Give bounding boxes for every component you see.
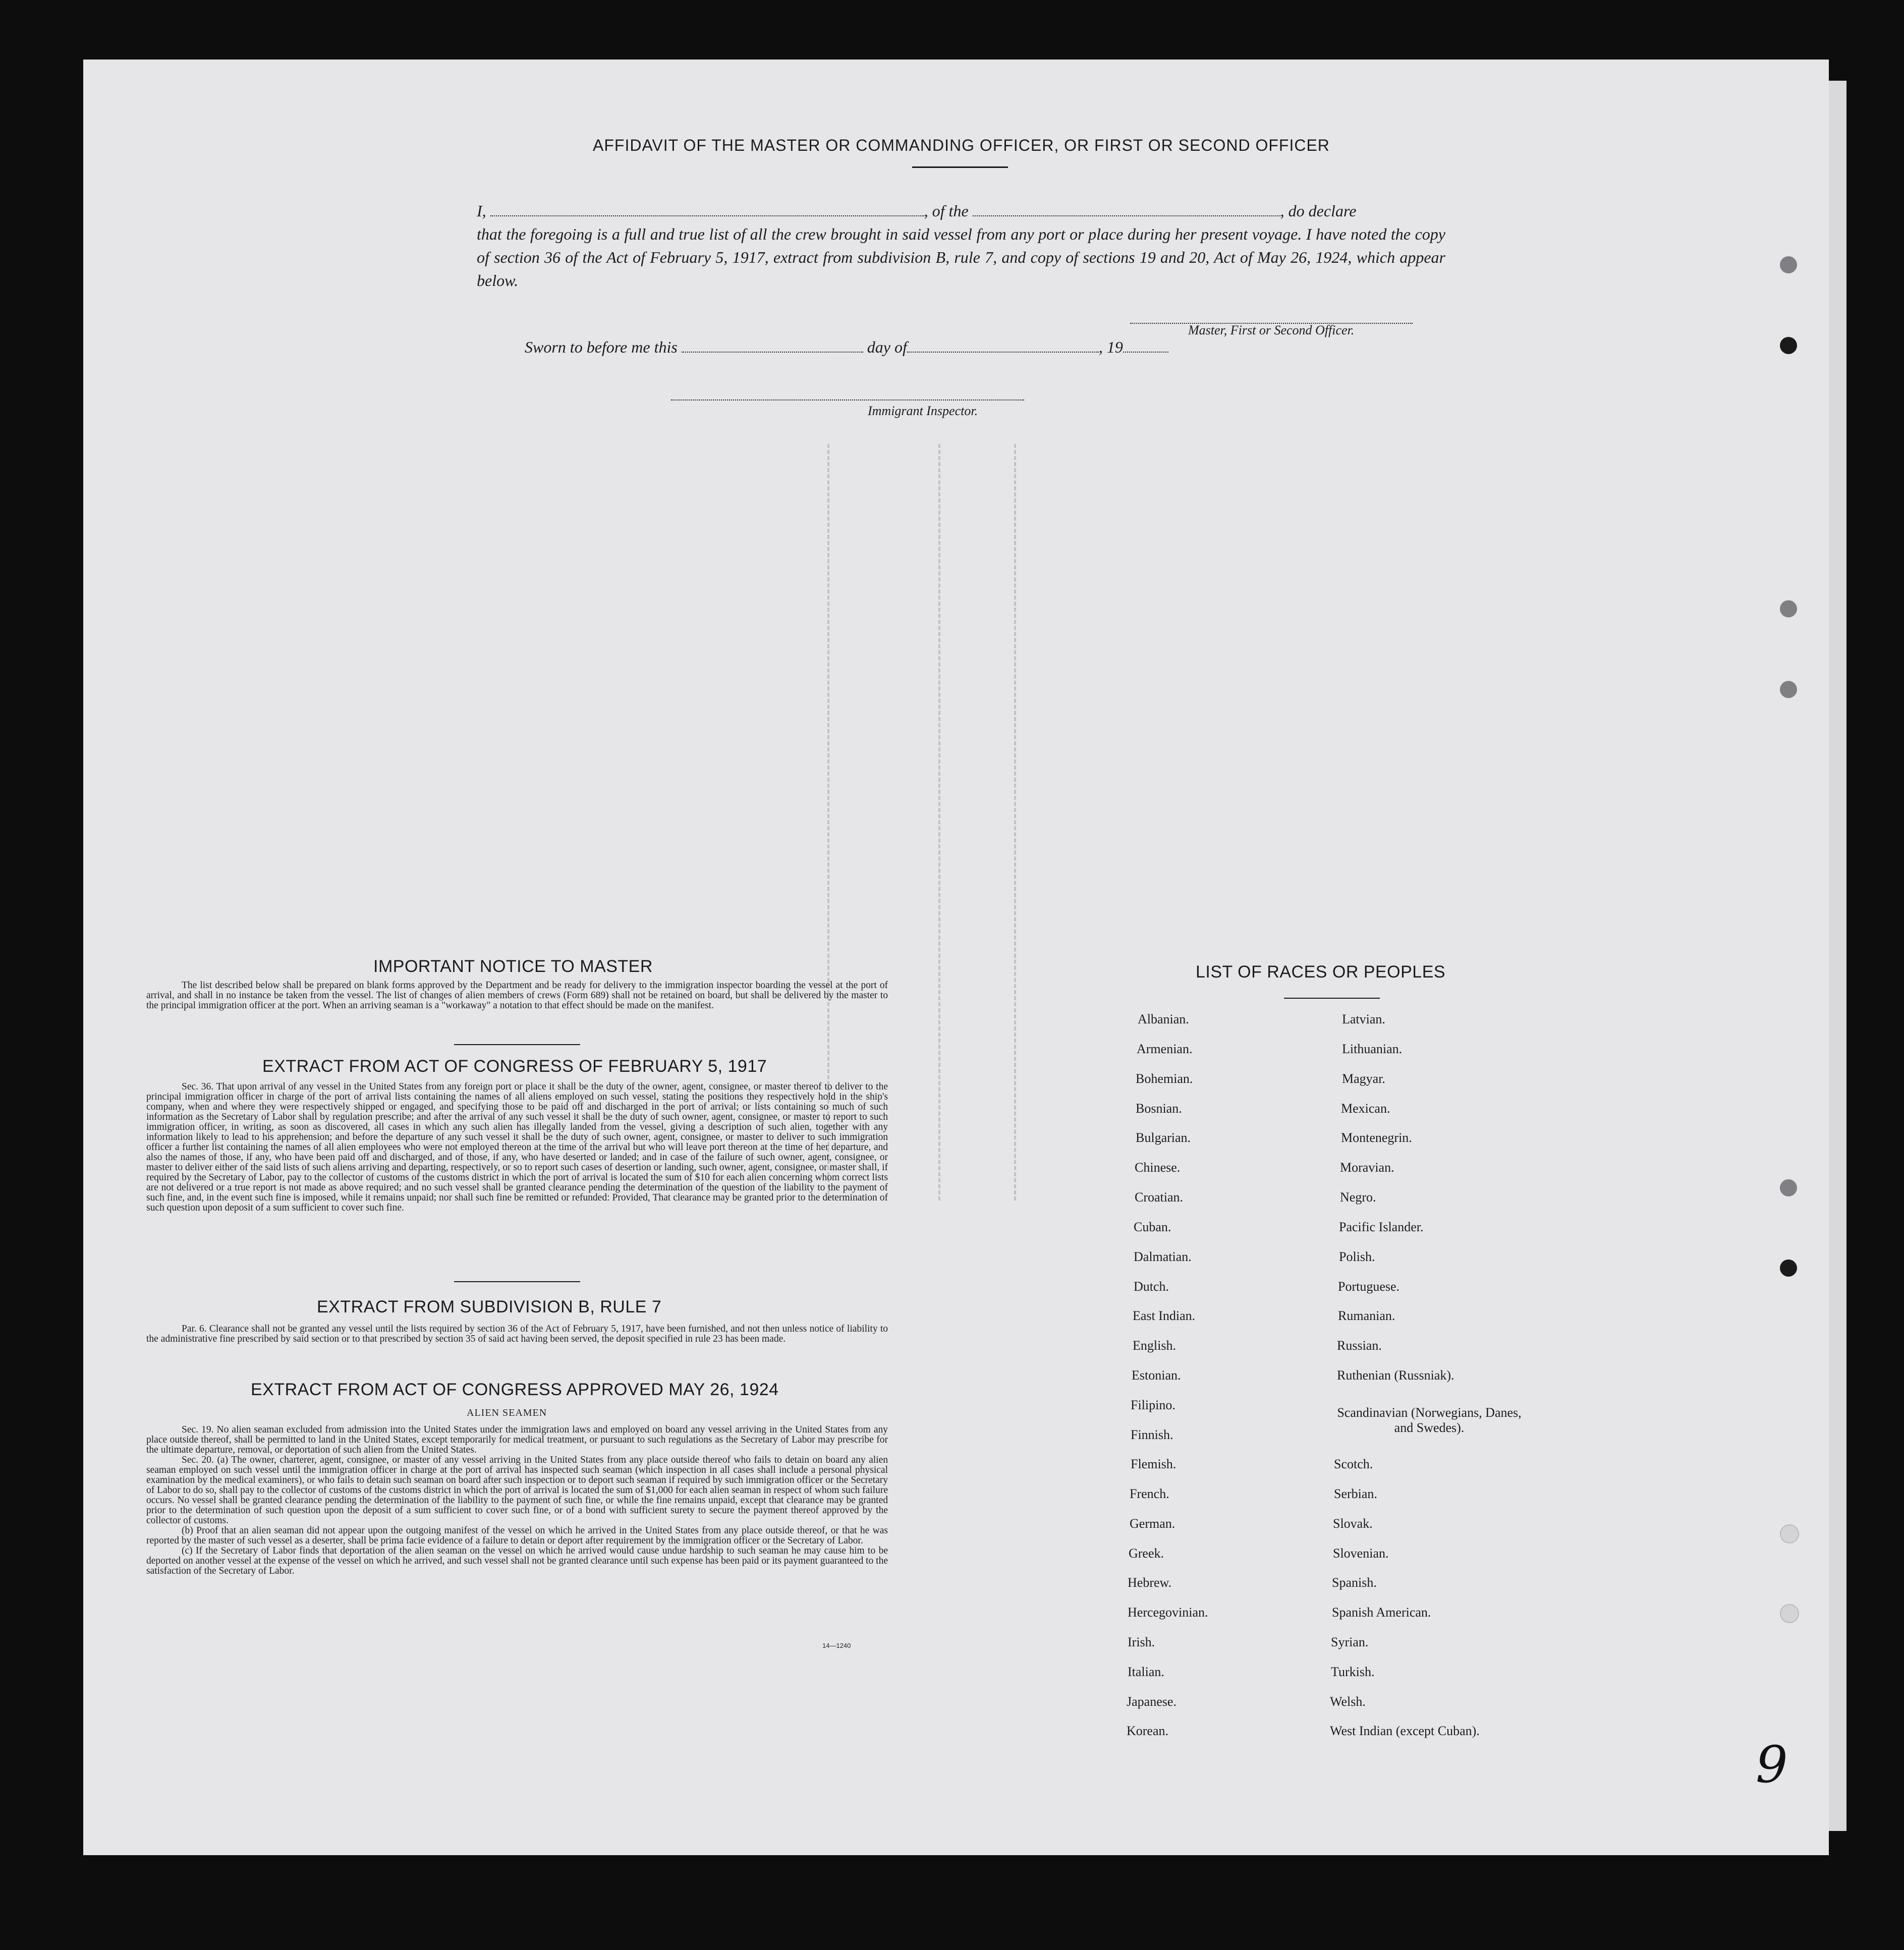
race-item: West Indian (except Cuban). — [1330, 1724, 1480, 1738]
race-item: Estonian. — [1132, 1368, 1181, 1383]
race-item: Pacific Islander. — [1339, 1220, 1424, 1234]
notice-text — [146, 981, 888, 1011]
race-item: Moravian. — [1340, 1160, 1394, 1175]
extract-1917-title: EXTRACT FROM ACT OF CONGRESS OF FEBRUARY 5, 1917 — [262, 1057, 767, 1076]
handwritten-page-number: 9 — [1756, 1735, 1788, 1794]
form-number: 14—1240 — [822, 1642, 851, 1649]
bleed-through-rule — [938, 444, 940, 1200]
races-title: LIST OF RACES OR PEOPLES — [1196, 962, 1446, 982]
sworn-date-field[interactable] — [682, 340, 863, 353]
race-item: Bohemian. — [1136, 1071, 1193, 1086]
race-item: Turkish. — [1331, 1665, 1375, 1679]
alien-seamen-subhead: ALIEN SEAMEN — [467, 1407, 547, 1418]
punch-hole — [1780, 1179, 1797, 1196]
i-label: I, — [477, 202, 486, 220]
sec19-paragraph: Sec. 19. No alien seaman excluded from admission into the United States under the immigration laws and employed on board any vessel arriving in the United States from any place outside thereof, shall be permitted to land in the United States, except temporarily for medical treatment, or pursuant to such regulations as the Secretary of Labor may prescribe for the ultimate departure, removal, or deportation of such alien from the United States. — [146, 1424, 888, 1455]
of-the-label: , of the — [924, 202, 969, 220]
race-item: Portuguese. — [1338, 1279, 1400, 1294]
race-item: Scandinavian (Norwegians, Danes, and Swedes). — [1337, 1405, 1522, 1435]
race-item: Dutch. — [1134, 1279, 1169, 1294]
race-item: Mexican. — [1341, 1101, 1390, 1116]
title-rule — [912, 166, 1008, 168]
bleed-through-rule — [1014, 444, 1016, 1200]
race-item: Serbian. — [1334, 1486, 1377, 1501]
signature-caption: Master, First or Second Officer. — [1188, 323, 1355, 337]
extract-1917-paragraph: Sec. 36. That upon arrival of any vessel in the United States from any foreign port or place it shall be the duty of the owner, agent, consignee, or master thereof to deliver to the principal immigration officer in charge of the port of arrival lists containing the names of all aliens employed on such vessel, stating the positions they respectively hold in the ship's company, when and where they were respectively shipped or engaged, and specifying those to be paid off and discharged in the port of arrival; or lists containing so much of such information as the Secretary of Labor shall by regulation prescribe; and after the arrival of any such vessel it shall be the duty of such owner, agent, consignee, or master to report to such immigration officer, in writing, as soon as discovered, all cases in which any such alien has illegally landed from the vessel, giving a description of such alien, together with any information likely to lead to his apprehension; and before the departure of any such vessel it shall be the duty of such owner, agent, consignee, or master to deliver to such immigration officer a further list containing the names of all alien employees who were not employed thereon at the time of the arrival but who will leave port thereon at the time of her departure, and also the names of those, if any, who have been paid off and discharged, and of those, if any, who have deserted or landed; and in case of the failure of such owner, agent, consignee, or master to deliver either of the said lists of such aliens arriving and departing, respectively, or so to report such cases of desertion or landing, such owner, agent, consignee, or master shall, if required by the Secretary of Labor, pay to the collector of customs of the customs district in which the port of arrival is located the sum of $10 for each alien concerning whom correct lists are not delivered or a true report is not made as above required; and no such vessel shall be granted clearance pending the determination of the question of the liability to the payment of such fine, and, in the event such fine is imposed, while it remains unpaid; nor shall such fine be remitted or refunded: Provided, That clearance may be granted prior to the determination of such question upon deposit of a sum sufficient to cover such fine. — [146, 1081, 888, 1213]
race-item: Finnish. — [1131, 1427, 1173, 1442]
race-item: Slovenian. — [1333, 1546, 1389, 1561]
section-divider — [454, 1281, 580, 1282]
officer-name-field[interactable] — [490, 204, 924, 216]
vessel-name-field[interactable] — [973, 204, 1280, 216]
punch-hole — [1780, 681, 1797, 698]
race-item: Rumanian. — [1338, 1308, 1395, 1323]
sworn-prefix: Sworn to before me this — [525, 338, 678, 356]
race-item: Slovak. — [1333, 1516, 1373, 1531]
rule7-text — [146, 1324, 888, 1344]
sworn-year-field[interactable] — [1123, 340, 1168, 353]
race-item: Filipino. — [1131, 1398, 1175, 1412]
race-item: Flemish. — [1131, 1457, 1177, 1471]
day-of-label: day of — [867, 338, 907, 356]
sworn-line — [525, 338, 1168, 357]
race-item: Croatian. — [1135, 1190, 1184, 1205]
race-item: Korean. — [1127, 1724, 1169, 1738]
race-item: Albanian. — [1138, 1012, 1189, 1026]
extract-1924-text — [146, 1425, 888, 1576]
race-item: Scotch. — [1334, 1457, 1373, 1471]
race-item: Hercegovinian. — [1128, 1605, 1208, 1620]
punch-hole — [1780, 600, 1797, 617]
race-item: Cuban. — [1134, 1220, 1171, 1234]
extract-1924-title: EXTRACT FROM ACT OF CONGRESS APPROVED MAY 26, 1924 — [251, 1380, 779, 1399]
sec20a-paragraph: Sec. 20. (a) The owner, charterer, agent, consignee, or master of any vessel arriving in the United States from any place outside thereof who fails to detain on board any alien seaman employed on such vessel until the immigration officer in charge at the port of arrival has inspected such seaman (which inspection in all cases shall include a personal physical examination by the medical examiners), or who fails to detain such seaman on board after such inspection or to deport such seaman if required by such immigration officer or the Secretary of Labor to do so, shall pay to the collector of customs of the customs district in which the port of arrival is located the sum of $1,000 for each alien seaman in respect of whom such failure occurs. No vessel shall be granted clearance pending the determination of the liability to the payment of such fine, or while the fine remains unpaid, except that clearance may be granted prior to the determination of such question upon the deposit of a sum sufficient to cover such fine, or of a bond with sufficient surety to secure the payment thereof approved by the collector of customs. — [146, 1455, 888, 1526]
races-title-rule — [1284, 998, 1380, 999]
race-item: Lithuanian. — [1342, 1042, 1403, 1056]
race-item: Latvian. — [1342, 1012, 1385, 1026]
punch-hole — [1780, 256, 1797, 273]
race-item: Ruthenian (Russniak). — [1337, 1368, 1454, 1383]
rule7-title: EXTRACT FROM SUBDIVISION B, RULE 7 — [317, 1297, 662, 1316]
race-item: Montenegrin. — [1341, 1130, 1412, 1145]
race-item: Welsh. — [1330, 1694, 1366, 1709]
notice-paragraph: The list described below shall be prepared on blank forms approved by the Department and be ready for delivery to the immigration inspector boarding the vessel at the port of arrival, and shall in no instance be taken from the vessel. The list of changes of alien members of crews (Form 689) shall not be retained on board, but shall be delivered by the master to the principal immigration officer at the port. When an arriving seaman is a "workaway" a notation to that effect should be made on the manifest. — [146, 980, 888, 1011]
race-item: Russian. — [1337, 1338, 1382, 1353]
race-item: Bulgarian. — [1136, 1130, 1191, 1145]
race-item: Magyar. — [1342, 1071, 1385, 1086]
inspector-caption: Immigrant Inspector. — [868, 404, 978, 418]
race-item: Irish. — [1128, 1635, 1155, 1649]
notice-title: IMPORTANT NOTICE TO MASTER — [373, 957, 653, 976]
race-item: Armenian. — [1137, 1042, 1193, 1056]
race-item: Greek. — [1129, 1546, 1164, 1561]
race-item: Polish. — [1339, 1249, 1375, 1264]
sworn-month-field[interactable] — [907, 340, 1099, 353]
race-item: Dalmatian. — [1134, 1249, 1192, 1264]
race-item: Spanish American. — [1332, 1605, 1431, 1620]
race-item: Syrian. — [1331, 1635, 1369, 1649]
punch-hole — [1780, 337, 1797, 354]
affidavit-first-line — [477, 199, 1445, 222]
race-item: German. — [1130, 1516, 1175, 1531]
officer-signature-field[interactable] — [1130, 312, 1413, 324]
document-page — [83, 60, 1829, 1855]
race-item: Japanese. — [1127, 1694, 1177, 1709]
race-item: English. — [1133, 1338, 1176, 1353]
sec20c-paragraph: (c) If the Secretary of Labor finds that deportation of the alien seaman on the vessel on which he arrived would cause undue hardship to such seaman he may cause him to be deported on another vessel at the expense of the vessel on which he arrived, and such vessel shall not be granted clearance until such expense has been paid or its payment guaranteed to the satisfaction of the Secretary of Labor. — [146, 1545, 888, 1576]
race-item: Negro. — [1340, 1190, 1376, 1205]
race-item: Hebrew. — [1128, 1575, 1172, 1590]
punch-hole — [1780, 1524, 1799, 1543]
section-divider — [454, 1044, 580, 1045]
race-item: Bosnian. — [1136, 1101, 1182, 1116]
race-item: French. — [1130, 1486, 1169, 1501]
sec20b-paragraph: (b) Proof that an alien seaman did not appear upon the outgoing manifest of the vessel on which he arrived in the United States from any place outside thereof, or that he was reported by the master of such vessel as a deserter, shall be prima facie evidence of a failure to detain or deport after requirement by the immigration officer or the Secretary of Labor. — [146, 1525, 888, 1546]
do-declare-label: , do declare — [1280, 202, 1357, 220]
punch-hole — [1780, 1604, 1799, 1623]
extract-1917-text — [146, 1082, 888, 1213]
rule7-paragraph: Par. 6. Clearance shall not be granted any vessel until the lists required by section 36 of the Act of February 5, 1917, have been furnished, and not then unless notice of liability to the administrative fine prescribed by said section or to that prescribed by section 35 of said act having been served, the deposit specified in rule 23 has been made. — [146, 1324, 888, 1344]
inspector-signature-field[interactable] — [671, 388, 1024, 400]
affidavit-title: AFFIDAVIT OF THE MASTER OR COMMANDING OFFICER, OR FIRST OR SECOND OFFICER — [593, 136, 1330, 154]
affidavit-body — [477, 199, 1445, 292]
race-item: Chinese. — [1135, 1160, 1181, 1175]
race-item: East Indian. — [1133, 1308, 1196, 1323]
punch-hole — [1780, 1259, 1797, 1277]
race-item: Spanish. — [1332, 1575, 1377, 1590]
race-item: Italian. — [1128, 1665, 1164, 1679]
affidavit-text: that the foregoing is a full and true list of all the crew brought in said vessel from any port or place during her present voyage. I have noted the copy of section 36 of the Act of February 5, 1917, extract from subdivision B, rule 7, and copy of sections 19 and 20, Act of May 26, 1924, which appear below. — [477, 225, 1445, 290]
year-prefix: , 19 — [1098, 338, 1123, 356]
